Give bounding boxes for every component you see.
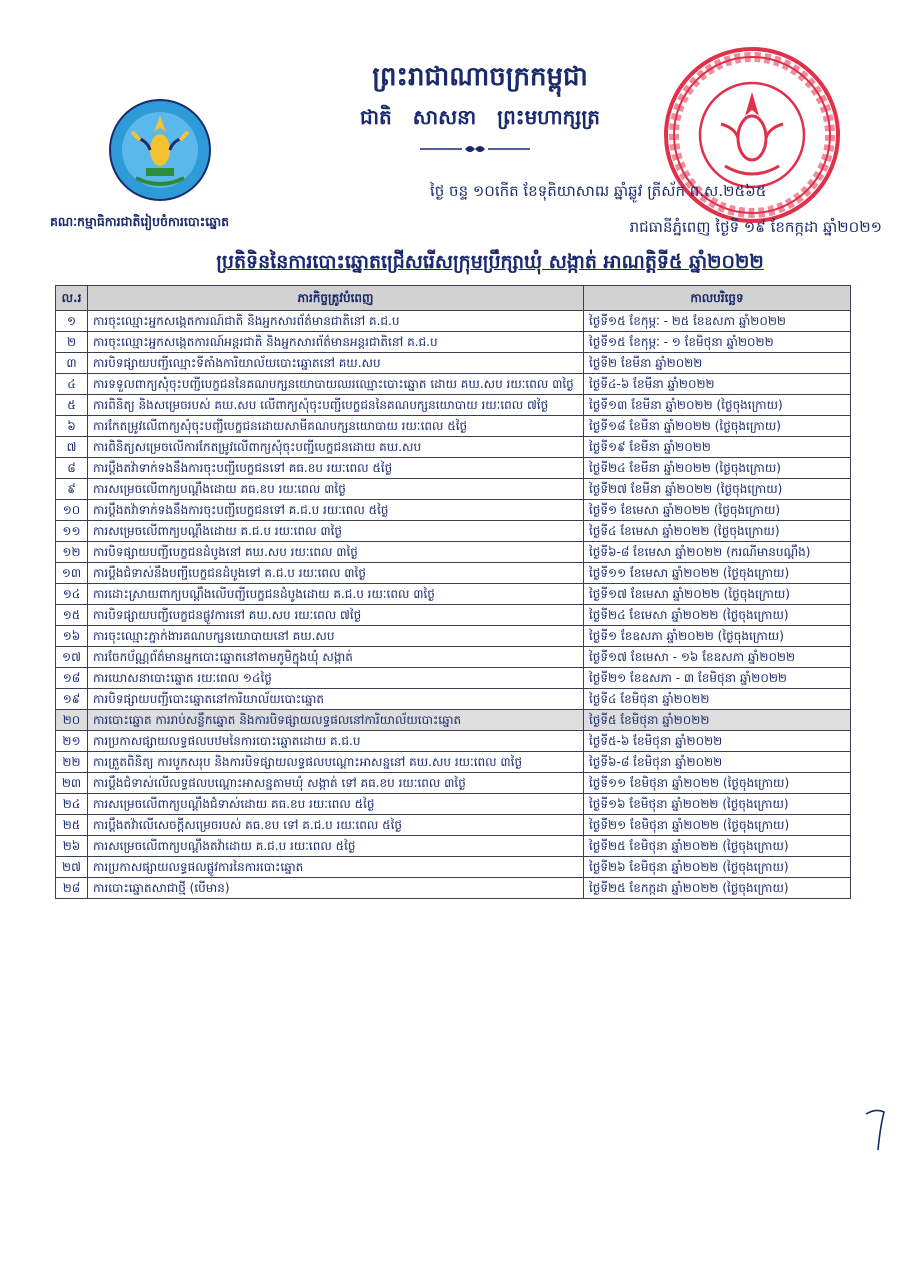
- row-period: ថ្ងៃទី៤ ខែមិថុនា ឆ្នាំ២០២២: [584, 689, 851, 710]
- row-period: ថ្ងៃទី៦-៨ ខែមិថុនា ឆ្នាំ២០២២: [584, 752, 851, 773]
- row-activity: ការបិទផ្សាយបញ្ជីបេក្ខជនផ្លូវការនៅ គឃ.សប រយៈពេល ៧ថ្ងៃ: [88, 605, 584, 626]
- row-activity: ការបិទផ្សាយបញ្ជីបេក្ខជនដំបូងនៅ គឃ.សប រយៈពេល ៣ថ្ងៃ: [88, 542, 584, 563]
- table-row: [56, 500, 851, 521]
- header-activity: ភារកិច្ចត្រូវបំពេញ: [88, 286, 584, 311]
- row-period: ថ្ងៃទី១៧ ខែមេសា ឆ្នាំ២០២២ (ថ្ងៃចុងក្រោយ): [584, 584, 851, 605]
- row-period: ថ្ងៃទី១១ ខែមេសា ឆ្នាំ២០២២ (ថ្ងៃចុងក្រោយ): [584, 563, 851, 584]
- document-title: ប្រតិទិននៃការបោះឆ្នោតជ្រើសរើសក្រុមប្រឹក្សាឃុំ សង្កាត់ អាណត្តិទី៥ ឆ្នាំ២០២២: [216, 251, 764, 273]
- row-number: ៤: [56, 374, 88, 395]
- row-period: ថ្ងៃទី១៩ ខែមីនា ឆ្នាំ២០២២: [584, 437, 851, 458]
- row-activity: ការសម្រេចលើពាក្យបណ្តឹងដោយ គធ.ខប រយៈពេល ៣ថ្ងៃ: [88, 479, 584, 500]
- table-row: [56, 668, 851, 689]
- row-period: ថ្ងៃទី២៤ ខែមេសា ឆ្នាំ២០២២ (ថ្ងៃចុងក្រោយ): [584, 605, 851, 626]
- row-period: ថ្ងៃទី៤-៦ ខែមីនា ឆ្នាំ២០២២: [584, 374, 851, 395]
- row-activity: ការប្តឹងតវ៉ាលើសេចក្តីសម្រេចរបស់ គធ.ខប ទៅ គ.ជ.ប រយៈពេល ៥ថ្ងៃ: [88, 815, 584, 836]
- row-activity: ការប្តឹងតវ៉ាទាក់ទងនឹងការចុះបញ្ជីបេក្ខជនទៅ គធ.ខប រយៈពេល ៥ថ្ងៃ: [88, 458, 584, 479]
- row-activity: ការទទួលពាក្យសុំចុះបញ្ជីបេក្ខជននៃគណបក្សនយោបាយឈរឈ្មោះបោះឆ្នោត ដោយ គឃ.សប រយៈពេល ៣ថ្ងៃ: [88, 374, 584, 395]
- row-activity: ការពិនិត្យសម្រេចលើការកែតម្រូវលើពាក្យសុំចុះបញ្ជីបេក្ខជនដោយ គឃ.សប: [88, 437, 584, 458]
- kingdom-heading: ព្រះរាជាណាចក្រកម្ពុជា: [372, 62, 588, 92]
- table-row: [56, 374, 851, 395]
- row-period: ថ្ងៃទី១៧ ខែមេសា - ១៦ ខែឧសភា ឆ្នាំ២០២២: [584, 647, 851, 668]
- lunar-date: ថ្ងៃ ចន្ទ ១០កើត ខែទុតិយាសាឍ ឆ្នាំឆ្លូវ ត្រីស័ក ព.ស.២៥៦៥: [430, 182, 767, 200]
- row-activity: ការឃោសនាបោះឆ្នោត រយៈពេល ១៤ថ្ងៃ: [88, 668, 584, 689]
- table-row: [56, 626, 851, 647]
- row-period: ថ្ងៃទី៥ ខែមិថុនា ឆ្នាំ២០២២: [584, 710, 851, 731]
- row-activity: ការប្តឹងជំទាស់នឹងបញ្ជីបេក្ខជនដំបូងទៅ គ.ជ.ប រយៈពេល ៣ថ្ងៃ: [88, 563, 584, 584]
- table-row: [56, 437, 851, 458]
- solar-date: រាជធានីភ្នំពេញ ថ្ងៃទី ១៩ ខែកក្កដា ឆ្នាំ២០២១: [629, 218, 882, 236]
- row-period: ថ្ងៃទី២ ខែមីនា ឆ្នាំ២០២២: [584, 353, 851, 374]
- row-number: ១៣: [56, 563, 88, 584]
- table-row: [56, 836, 851, 857]
- ornament-divider-icon: [420, 142, 530, 156]
- row-number: ៥: [56, 395, 88, 416]
- row-period: ថ្ងៃទី២៤ ខែមីនា ឆ្នាំ២០២២ (ថ្ងៃចុងក្រោយ): [584, 458, 851, 479]
- row-number: ២០: [56, 710, 88, 731]
- row-activity: ការចុះឈ្មោះអ្នកសង្កេតការណ៍អន្តរជាតិ និងអ្នកសារព័ត៌មានអន្តរជាតិនៅ គ.ជ.ប: [88, 332, 584, 353]
- row-period: ថ្ងៃទី២៥ ខែកក្កដា ឆ្នាំ២០២២ (ថ្ងៃចុងក្រោយ): [584, 878, 851, 899]
- table-row: [56, 332, 851, 353]
- row-period: ថ្ងៃទី២៦ ខែមិថុនា ឆ្នាំ២០២២ (ថ្ងៃចុងក្រោយ): [584, 857, 851, 878]
- table-row: [56, 542, 851, 563]
- row-period: ថ្ងៃទី១៥ ខែកុម្ភៈ - ១ ខែមិថុនា ឆ្នាំ២០២២: [584, 332, 851, 353]
- table-row: [56, 563, 851, 584]
- row-number: ៨: [56, 458, 88, 479]
- row-number: ១២: [56, 542, 88, 563]
- row-number: ១៦: [56, 626, 88, 647]
- row-number: ៣: [56, 353, 88, 374]
- row-activity: ការត្រួតពិនិត្យ ការបូកសរុប និងការបិទផ្សាយលទ្ធផលបណ្តោះអាសន្ននៅ គឃ.សប រយៈពេល ៣ថ្ងៃ: [88, 752, 584, 773]
- table-row: [56, 815, 851, 836]
- row-activity: ការបោះឆ្នោតសាជាថ្មី (បើមាន): [88, 878, 584, 899]
- table-row: [56, 773, 851, 794]
- row-activity: ការពិនិត្យ និងសម្រេចរបស់ គឃ.សប លើពាក្យសុំចុះបញ្ជីបេក្ខជននៃគណបក្សនយោបាយ រយៈពេល ៧ថ្ងៃ: [88, 395, 584, 416]
- table-row: [56, 605, 851, 626]
- row-period: ថ្ងៃទី៥-៦ ខែមិថុនា ឆ្នាំ២០២២: [584, 731, 851, 752]
- row-activity: ការចែកប័ណ្ណព័ត៌មានអ្នកបោះឆ្នោតនៅតាមភូមិក្នុងឃុំ សង្កាត់: [88, 647, 584, 668]
- row-period: ថ្ងៃទី១ ខែមេសា ឆ្នាំ២០២២ (ថ្ងៃចុងក្រោយ): [584, 500, 851, 521]
- table-row: [56, 689, 851, 710]
- row-number: ១៤: [56, 584, 88, 605]
- table-row: [56, 311, 851, 332]
- row-period: ថ្ងៃទី១៦ ខែមិថុនា ឆ្នាំ២០២២ (ថ្ងៃចុងក្រោយ): [584, 794, 851, 815]
- row-period: ថ្ងៃទី១១ ខែមិថុនា ឆ្នាំ២០២២ (ថ្ងៃចុងក្រោយ): [584, 773, 851, 794]
- row-number: ១០: [56, 500, 88, 521]
- table-row: [56, 710, 851, 731]
- row-activity: ការប្តឹងជំទាស់លើលទ្ធផលបណ្តោះអាសន្នតាមឃុំ សង្កាត់ ទៅ គធ.ខប រយៈពេល ៣ថ្ងៃ: [88, 773, 584, 794]
- table-row: [56, 521, 851, 542]
- row-period: ថ្ងៃទី១៨ ខែមីនា ឆ្នាំ២០២២ (ថ្ងៃចុងក្រោយ): [584, 416, 851, 437]
- row-activity: ការបោះឆ្នោត ការរាប់សន្លឹកឆ្នោត និងការបិទផ្សាយលទ្ធផលនៅការិយាល័យបោះឆ្នោត: [88, 710, 584, 731]
- row-number: ១៥: [56, 605, 88, 626]
- row-period: ថ្ងៃទី២១ ខែមិថុនា ឆ្នាំ២០២២ (ថ្ងៃចុងក្រោយ): [584, 815, 851, 836]
- table-row: [56, 647, 851, 668]
- row-number: ២៣: [56, 773, 88, 794]
- row-number: ៦: [56, 416, 88, 437]
- table-row: [56, 857, 851, 878]
- row-number: ១៩: [56, 689, 88, 710]
- handwritten-tick-icon: [864, 1104, 888, 1154]
- schedule-table: [55, 285, 851, 899]
- row-period: ថ្ងៃទី១ ខែឧសភា ឆ្នាំ២០២២ (ថ្ងៃចុងក្រោយ): [584, 626, 851, 647]
- row-activity: ការបិទផ្សាយបញ្ជីបោះឆ្នោតនៅការិយាល័យបោះឆ្នោត: [88, 689, 584, 710]
- table-row: [56, 353, 851, 374]
- row-period: ថ្ងៃទី២៥ ខែមិថុនា ឆ្នាំ២០២២ (ថ្ងៃចុងក្រោយ): [584, 836, 851, 857]
- table-row: [56, 731, 851, 752]
- row-number: ២១: [56, 731, 88, 752]
- header-number: ល.រ: [56, 286, 88, 311]
- row-activity: ការចុះឈ្មោះភ្នាក់ងារគណបក្សនយោបាយនៅ គឃ.សប: [88, 626, 584, 647]
- table-header-row: [56, 286, 851, 311]
- table-row: [56, 458, 851, 479]
- row-number: ១១: [56, 521, 88, 542]
- row-activity: ការសម្រេចលើពាក្យបណ្តឹងដោយ គ.ជ.ប រយៈពេល ៣ថ្ងៃ: [88, 521, 584, 542]
- national-motto: ជាតិ សាសនា ព្រះមហាក្សត្រ: [360, 105, 600, 129]
- row-activity: ការប្រកាសផ្សាយលទ្ធផលផ្លូវការនៃការបោះឆ្នោត: [88, 857, 584, 878]
- row-period: ថ្ងៃទី៦-៨ ខែមេសា ឆ្នាំ២០២២ (ករណីមានបណ្តឹង): [584, 542, 851, 563]
- row-number: ១: [56, 311, 88, 332]
- row-number: ២: [56, 332, 88, 353]
- schedule-rows: [56, 311, 851, 899]
- table-row: [56, 416, 851, 437]
- row-activity: ការប្តឹងតវ៉ាទាក់ទងនឹងការចុះបញ្ជីបេក្ខជនទៅ គ.ជ.ប រយៈពេល ៥ថ្ងៃ: [88, 500, 584, 521]
- row-period: ថ្ងៃទី២១ ខែឧសភា - ៣ ខែមិថុនា ឆ្នាំ២០២២: [584, 668, 851, 689]
- table-row: [56, 395, 851, 416]
- table-row: [56, 752, 851, 773]
- row-period: ថ្ងៃទី១៣ ខែមីនា ឆ្នាំ២០២២ (ថ្ងៃចុងក្រោយ): [584, 395, 851, 416]
- row-number: ២២: [56, 752, 88, 773]
- organization-name: គណៈកម្មាធិការជាតិរៀបចំការបោះឆ្នោត: [50, 214, 230, 229]
- row-number: ៧: [56, 437, 88, 458]
- row-activity: ការដោះស្រាយពាក្យបណ្តឹងលើបញ្ជីបេក្ខជនដំបូងដោយ គ.ជ.ប រយៈពេល ៣ថ្ងៃ: [88, 584, 584, 605]
- row-period: ថ្ងៃទី៤ ខែមេសា ឆ្នាំ២០២២ (ថ្ងៃចុងក្រោយ): [584, 521, 851, 542]
- row-number: ២៦: [56, 836, 88, 857]
- row-number: ២៤: [56, 794, 88, 815]
- row-activity: ការសម្រេចលើពាក្យបណ្តឹងជំទាស់ដោយ គធ.ខប រយៈពេល ៥ថ្ងៃ: [88, 794, 584, 815]
- row-number: ៩: [56, 479, 88, 500]
- row-number: ១៧: [56, 647, 88, 668]
- row-number: ២៥: [56, 815, 88, 836]
- table-row: [56, 794, 851, 815]
- nec-emblem-icon: [108, 98, 212, 202]
- row-period: ថ្ងៃទី២៧ ខែមីនា ឆ្នាំ២០២២ (ថ្ងៃចុងក្រោយ): [584, 479, 851, 500]
- row-activity: ការប្រកាសផ្សាយលទ្ធផលបឋមនៃការបោះឆ្នោតដោយ គ.ជ.ប: [88, 731, 584, 752]
- header-period: កាលបរិច្ឆេទ: [584, 286, 851, 311]
- row-activity: ការបិទផ្សាយបញ្ជីឈ្មោះទីតាំងការិយាល័យបោះឆ្នោតនៅ គឃ.សប: [88, 353, 584, 374]
- row-activity: ការសម្រេចលើពាក្យបណ្តឹងតវ៉ាដោយ គ.ជ.ប រយៈពេល ៥ថ្ងៃ: [88, 836, 584, 857]
- row-number: ១៨: [56, 668, 88, 689]
- row-number: ២៧: [56, 857, 88, 878]
- row-activity: ការចុះឈ្មោះអ្នកសង្កេតការណ៍ជាតិ និងអ្នកសារព័ត៌មានជាតិនៅ គ.ជ.ប: [88, 311, 584, 332]
- row-period: ថ្ងៃទី១៥ ខែកុម្ភៈ - ២៥ ខែឧសភា ឆ្នាំ២០២២: [584, 311, 851, 332]
- row-number: ២៨: [56, 878, 88, 899]
- table-row: [56, 878, 851, 899]
- table-row: [56, 584, 851, 605]
- table-row: [56, 479, 851, 500]
- row-activity: ការកែតម្រូវលើពាក្យសុំចុះបញ្ជីបេក្ខជនដោយសាមីគណបក្សនយោបាយ រយៈពេល ៥ថ្ងៃ: [88, 416, 584, 437]
